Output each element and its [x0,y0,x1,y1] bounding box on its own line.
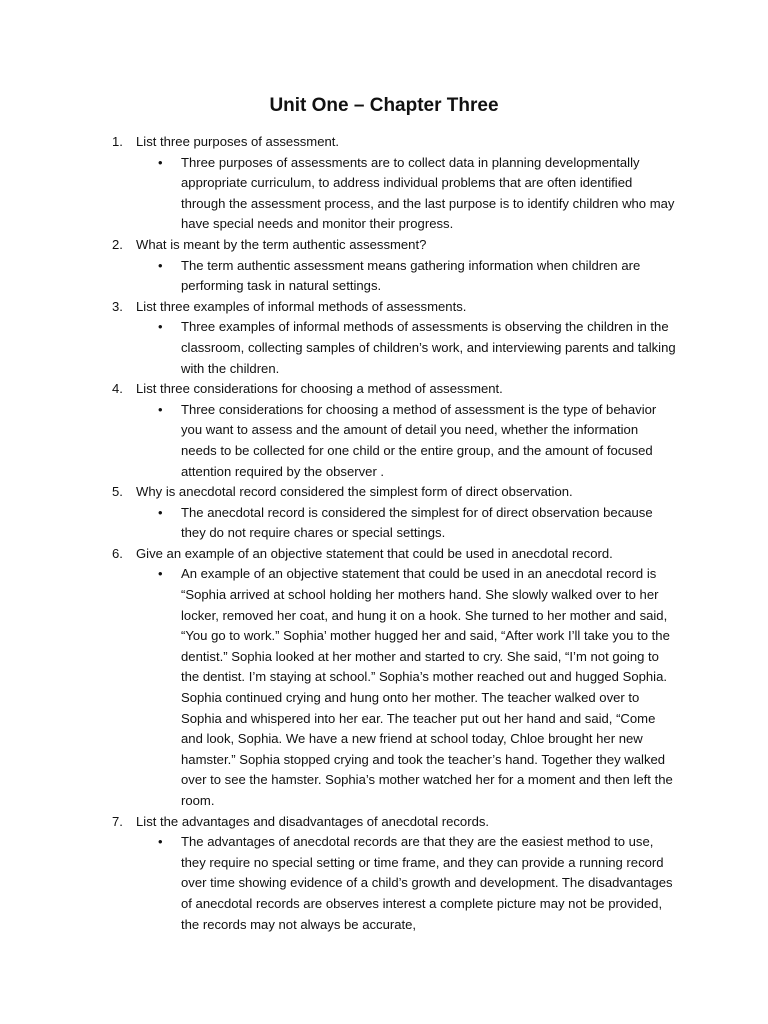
bullet-icon: • [158,834,163,850]
question-row [0,544,768,565]
question-text: List three purposes of assessment. [136,134,340,149]
document-title: Unit One – Chapter Three [269,95,499,116]
question-item-5 [0,482,768,544]
question-row [0,812,768,833]
answer-row [0,564,768,811]
question-number: 6. [112,545,123,561]
bullet-icon: • [158,566,163,582]
bullet-icon: • [158,319,163,335]
question-row [0,379,768,400]
answer-row [0,317,768,379]
bullet-icon: • [158,504,163,520]
answer-row [0,256,768,297]
question-list [0,132,768,935]
question-row [0,482,768,503]
bullet-icon: • [158,154,163,170]
answer-text: An example of an objective statement that could be used in an anecdotal record is “Sophia arrived at school holding her mothers hand. She slowly walked over to her locker, removed her coat, and hung it on a hook. She turned to her mother and said, “You go to work.” Sophia’ mother hugged her and said, “After work I’ll take you to the dentist.” Sophia looked at her mother and started to cry. She said, “I’m not going to the dentist. I’m staying at school.” Sophia’s mother reached out and hugged Sophia. Sophia continued crying and hung onto her mother. The teacher walked over to Sophia and whispered into her ear. The teacher put out her hand and said, “Come and look, Sophia. We have a new friend at school today, Chloe brought her new hamster.” Sophia stopped crying and took the teacher’s hand. Together they walked over to see the hamster. Sophia’s mother watched her for a moment and then left the room. [181,566,673,808]
bullet-icon: • [158,401,163,417]
question-item-6 [0,544,768,812]
answer-row [0,832,768,935]
answer-text: Three considerations for choosing a method of assessment is the type of behavior you want to assess and the amount of detail you need, whether the information needs to be collected for one child or the entire group, and the amount of focused attention required by the observer . [181,401,657,479]
question-item-3 [0,297,768,379]
question-item-7 [0,812,768,936]
answer-row [0,400,768,482]
answer-text: The anecdotal record is considered the simplest for of direct observation because they do not require chares or special settings. [181,504,653,541]
question-text: List the advantages and disadvantages of anecdotal records. [136,813,490,829]
question-row [0,132,768,153]
question-number: 7. [112,813,123,829]
bullet-icon: • [158,257,163,273]
answer-row [0,503,768,544]
question-row [0,235,768,256]
answer-row [0,153,768,235]
question-text: Give an example of an objective statement that could be used in anecdotal record. [136,545,613,561]
question-number: 5. [112,484,123,500]
answer-text: Three purposes of assessments are to collect data in planning developmentally appropriate curriculum, to address individual problems that are often identified through the assessment process, and the last purpose is to identify children who may have special needs and monitor their progress. [181,154,675,232]
answer-text: The term authentic assessment means gathering information when children are performing task in natural settings. [181,257,641,294]
question-text: List three examples of informal methods of assessments. [136,298,467,314]
question-text: List three considerations for choosing a method of assessment. [136,381,503,397]
question-number: 4. [112,381,123,397]
question-text: Why is anecdotal record considered the simplest form of direct observation. [136,484,573,500]
question-text: What is meant by the term authentic assessment? [136,236,427,252]
answer-text: Three examples of informal methods of assessments is observing the children in the classroom, collecting samples of children’s work, and interviewing parents and talking with the children. [181,319,676,376]
question-item-2 [0,235,768,297]
question-number: 1. [112,134,123,149]
question-number: 3. [112,298,123,314]
answer-text: The advantages of anecdotal records are that they are the easiest method to use, they require no special setting or time frame, and they can provide a running record over time showing evidence of a child’s growth and development. The disadvantages of anecdotal records are observes interest a complete picture may not be provided, the records may not always be accurate, [181,834,673,932]
question-item-4 [0,379,768,482]
question-item-1 [0,132,768,235]
question-row [0,297,768,318]
question-number: 2. [112,236,123,252]
